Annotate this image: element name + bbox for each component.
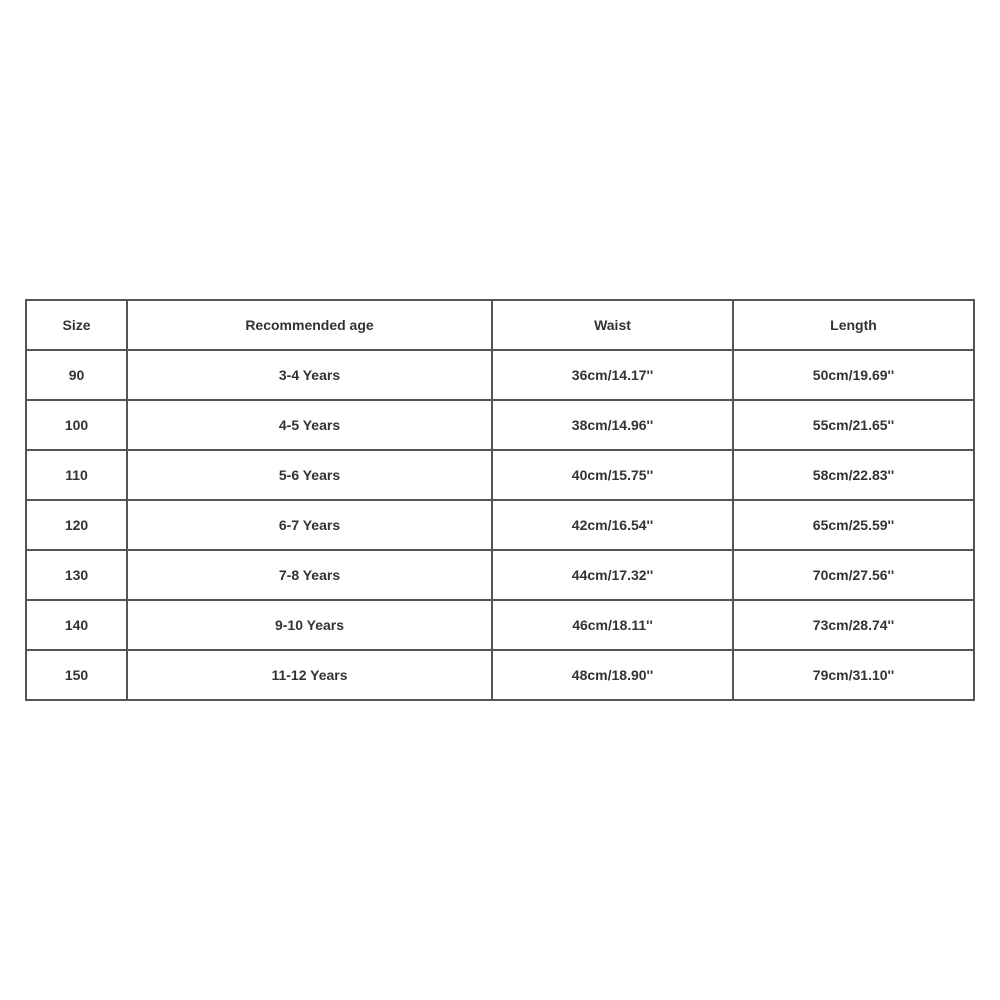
cell-waist: 46cm/18.11''	[492, 600, 733, 650]
header-row	[26, 300, 974, 350]
table-row	[26, 650, 974, 700]
cell-waist: 44cm/17.32''	[492, 550, 733, 600]
cell-size: 150	[26, 650, 127, 700]
cell-age: 11-12 Years	[127, 650, 492, 700]
size-chart-body	[26, 350, 974, 700]
cell-age: 5-6 Years	[127, 450, 492, 500]
cell-length: 70cm/27.56''	[733, 550, 974, 600]
header-recommended-age: Recommended age	[127, 300, 492, 350]
cell-age: 3-4 Years	[127, 350, 492, 400]
table-row	[26, 550, 974, 600]
cell-size: 120	[26, 500, 127, 550]
table-row	[26, 600, 974, 650]
header-waist: Waist	[492, 300, 733, 350]
header-length: Length	[733, 300, 974, 350]
cell-length: 55cm/21.65''	[733, 400, 974, 450]
cell-waist: 36cm/14.17''	[492, 350, 733, 400]
cell-age: 6-7 Years	[127, 500, 492, 550]
table-row	[26, 350, 974, 400]
cell-length: 58cm/22.83''	[733, 450, 974, 500]
cell-waist: 48cm/18.90''	[492, 650, 733, 700]
cell-length: 50cm/19.69''	[733, 350, 974, 400]
cell-waist: 38cm/14.96''	[492, 400, 733, 450]
cell-waist: 42cm/16.54''	[492, 500, 733, 550]
cell-size: 110	[26, 450, 127, 500]
cell-length: 73cm/28.74''	[733, 600, 974, 650]
table-row	[26, 500, 974, 550]
cell-size: 140	[26, 600, 127, 650]
cell-waist: 40cm/15.75''	[492, 450, 733, 500]
cell-age: 4-5 Years	[127, 400, 492, 450]
cell-age: 9-10 Years	[127, 600, 492, 650]
cell-length: 79cm/31.10''	[733, 650, 974, 700]
cell-length: 65cm/25.59''	[733, 500, 974, 550]
size-chart-table	[25, 299, 975, 701]
cell-size: 130	[26, 550, 127, 600]
cell-size: 90	[26, 350, 127, 400]
header-size: Size	[26, 300, 127, 350]
cell-size: 100	[26, 400, 127, 450]
cell-age: 7-8 Years	[127, 550, 492, 600]
size-chart-header	[26, 300, 974, 350]
table-row	[26, 400, 974, 450]
table-row	[26, 450, 974, 500]
